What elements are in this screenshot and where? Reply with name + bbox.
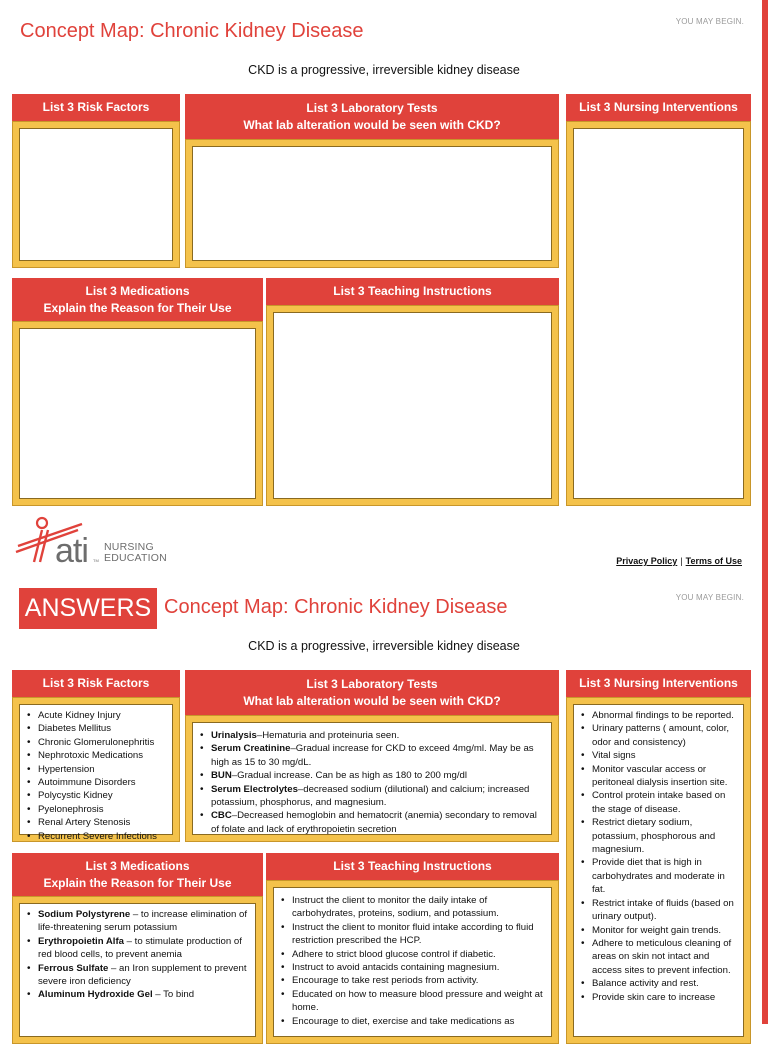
list-item [26,988,251,1001]
nursing-interventions-list [574,705,743,1004]
answers-medications-heading-line1: List 3 Medications [85,858,190,873]
medications-answer-box[interactable] [19,328,256,499]
list-item: • Nephrotoxic Medications [26,749,168,762]
nursing-interventions-heading [566,94,751,121]
lab-test-term: Serum Creatinine [211,743,291,755]
medication-name: Aluminum Hydroxide Gel [38,989,153,1001]
list-item [26,935,251,962]
list-item: • Instruct to avoid antacids containing magnesium. [280,961,547,974]
answers-medications-panel [12,853,263,1024]
teaching-instructions-heading-text: List 3 Teaching Instructions [333,284,492,298]
medication-reason: – To bind [152,989,195,1001]
answers-medications-box [19,903,256,1037]
lab-tests-answer-box[interactable] [192,146,552,261]
answers-risk-factors-heading-text: List 3 Risk Factors [42,676,150,690]
list-item: • Monitor for weight gain trends. [580,924,739,937]
medication-reason: – an Iron supplement to prevent severe iron deficiency [38,962,247,988]
medication-reason: – to increase elimination of life-threatening serum potassium [38,909,248,934]
ati-logo-tagline [104,542,167,564]
answers-you-may-begin-note: YOU MAY BEGIN. [675,593,744,602]
teaching-instructions-answer-box[interactable] [273,312,552,499]
list-item: • Adhere to strict blood glucose control if diabetic. [280,948,547,961]
lab-test-detail: –Hematuria and proteinuria seen. [256,730,400,741]
list-item: • Chronic Glomerulonephritis [26,736,168,749]
list-item: • Encourage to diet, exercise and take medications as [280,1015,547,1028]
answers-teaching-heading-text: List 3 Teaching Instructions [333,859,492,873]
list-item: • Instruct the client to monitor the daily intake of carbohydrates, proteins, sodium, and potassium. [280,894,547,921]
answers-lab-tests-heading-line2: What lab alteration would be seen with CKD? [243,693,501,708]
lab-tests-heading [185,94,559,139]
list-item: • Abnormal findings to be reported. [580,709,739,722]
nursing-interventions-answer-box[interactable] [573,128,744,499]
teaching-instructions-heading [266,278,559,305]
answers-lab-tests-heading [185,670,559,715]
list-item: • Vital signs [580,749,739,762]
page-title: Concept Map: Chronic Kidney Disease [20,20,364,42]
medications-heading-line2: Explain the Reason for Their Use [43,300,232,315]
answers-nursing-heading-text: List 3 Nursing Interventions [579,676,738,690]
list-item: • Provide diet that is high in carbohydrates and moderate in fat. [580,856,739,896]
lab-test-detail: –Decreased hemoglobin and hematocrit (anemia) secondary to removal of folate and lack of erythropoietin secretion [211,810,537,835]
risk-factors-heading-text: List 3 Risk Factors [42,100,150,114]
answers-lab-tests-panel [185,670,559,842]
medications-heading [12,278,263,321]
lab-test-term: BUN [211,770,232,782]
list-item: • Educated on how to measure blood pressure and weight at home. [280,988,547,1015]
risk-factors-heading [12,94,180,121]
answers-lab-tests-box [192,722,552,835]
answers-nursing-panel [566,670,751,1024]
list-item [199,783,547,810]
medication-name: Sodium Polystyrene [38,909,131,920]
list-item: • Restrict dietary sodium, potassium, phosphorous and magnesium. [580,816,739,856]
medications-panel [12,278,263,506]
answers-risk-factors-heading [12,670,180,697]
answers-subtitle: CKD is a progressive, irreversible kidney disease [248,639,520,653]
medication-name: Erythropoietin Alfa [38,935,124,947]
list-item: • Pyelonephrosis [26,803,168,816]
footer-links [616,556,742,566]
page-subtitle: CKD is a progressive, irreversible kidney disease [248,63,520,77]
nursing-interventions-heading-text: List 3 Nursing Interventions [579,100,738,114]
lab-test-detail: –decreased sodium (dilutional) and calcium; increased potassium, phosphorus, and magnesium. [211,783,530,809]
list-item [26,962,251,989]
lab-tests-heading-line1: List 3 Laboratory Tests [306,100,438,115]
list-item: • Instruct the client to monitor fluid intake according to fluid restriction prescribed the HCP. [280,921,547,948]
answers-lab-tests-heading-line1: List 3 Laboratory Tests [306,676,438,691]
privacy-policy-link[interactable]: Privacy Policy [616,556,678,566]
lab-tests-list [193,723,551,836]
risk-factors-panel [12,94,180,268]
ati-logo-line1: NURSING [104,541,154,553]
teaching-instructions-panel [266,278,559,506]
list-item [26,908,251,935]
ati-logo-line2: EDUCATION [104,552,167,564]
answers-teaching-box [273,887,552,1037]
answers-page-title: Concept Map: Chronic Kidney Disease [164,596,508,618]
medications-list [20,904,255,1002]
lab-test-term: Urinalysis [211,730,257,741]
list-item: • Recurrent Severe Infections [26,830,168,843]
list-item: • Acute Kidney Injury [26,709,168,722]
teaching-instructions-list [274,888,551,1028]
list-item: • Renal Artery Stenosis [26,816,168,829]
lab-test-term: CBC [211,810,232,822]
list-item: • Restrict intake of fluids (based on urinary output). [580,897,739,924]
list-item [199,769,547,782]
medication-reason: – to stimulate production of red blood cells, to prevent anemia [38,935,242,961]
right-edge-stripe [762,0,768,1024]
answers-nursing-heading [566,670,751,697]
list-item: • Monitor vascular access or peritoneal dialysis insertion site. [580,763,739,790]
list-item: • Polycystic Kidney [26,789,168,802]
answers-teaching-panel [266,853,559,1027]
lab-test-term: Serum Electrolytes [211,783,298,795]
answers-medications-heading-line2: Explain the Reason for Their Use [43,875,232,890]
list-item: • Autoimmune Disorders [26,776,168,789]
answers-nursing-box [573,704,744,1037]
answers-risk-factors-panel [12,670,180,842]
ati-logo-wordmark: ati [55,532,88,570]
list-item: • Urinary patterns ( amount, color, odor and consistency) [580,722,739,749]
list-item: • Hypertension [26,763,168,776]
answers-teaching-heading [266,853,559,880]
lab-test-detail: –Gradual increase for CKD to exceed 4mg/ml. May be as high as 15 to 30 mg/dL. [211,743,534,768]
list-item [199,742,547,769]
terms-of-use-link[interactable]: Terms of Use [685,556,742,566]
answers-badge: ANSWERS [19,588,157,629]
list-item [199,729,547,742]
risk-factors-answer-box[interactable] [19,128,173,261]
list-item: • Control protein intake based on the stage of disease. [580,789,739,816]
list-item: • Diabetes Mellitus [26,722,168,735]
lab-test-detail: –Gradual increase. Can be as high as 180 to 200 mg/dl [231,770,467,782]
medications-heading-line1: List 3 Medications [85,283,190,298]
list-item: • Adhere to meticulous cleaning of areas on skin not intact and access sites to prevent infection. [580,937,739,977]
list-item: • Encourage to take rest periods from activity. [280,974,547,987]
you-may-begin-note: YOU MAY BEGIN. [675,17,744,26]
medication-name: Ferrous Sulfate [38,962,109,974]
list-item: • Provide skin care to increase [580,991,739,1004]
answers-risk-factors-box [19,704,173,842]
answers-medications-heading [12,853,263,896]
risk-factors-list [20,705,172,843]
lab-tests-heading-line2: What lab alteration would be seen with CKD? [243,117,501,132]
ati-logo-trademark: TM [93,558,99,563]
list-item: • Balance activity and rest. [580,977,739,990]
lab-tests-panel [185,94,559,268]
list-item [199,809,547,836]
nursing-interventions-panel [566,94,751,506]
footer-separator: | [680,556,683,566]
